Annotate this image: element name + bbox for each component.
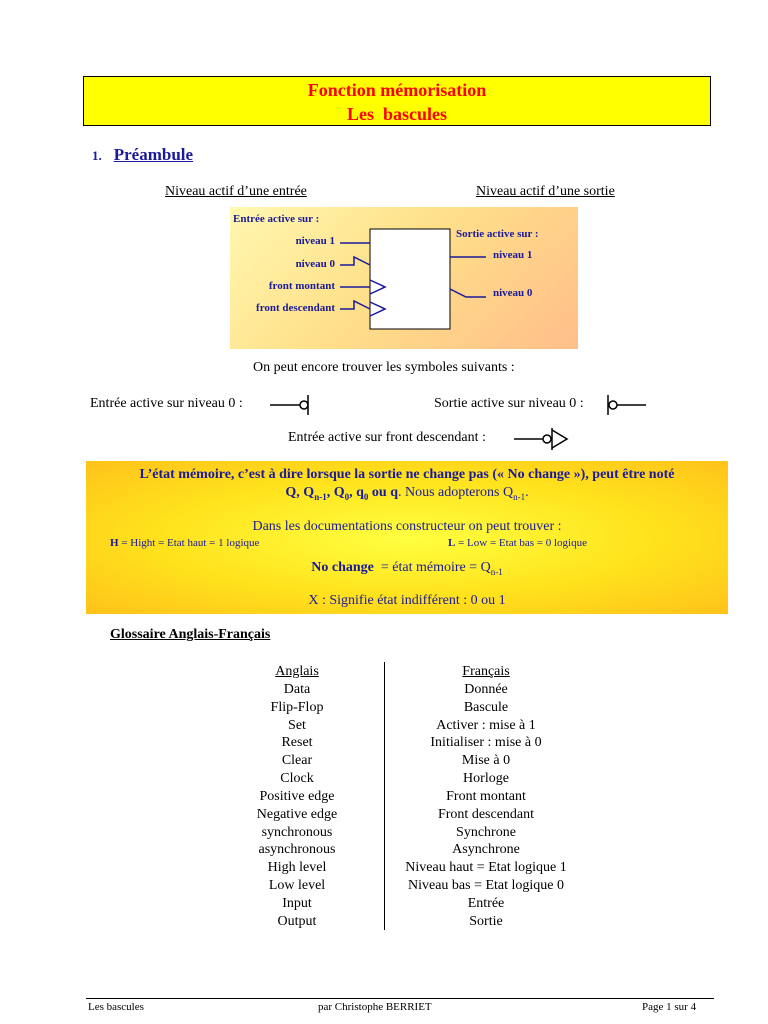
glossary-fr-item: Synchrone	[456, 824, 516, 840]
input-line-falling	[340, 301, 370, 309]
input-label-rising: front montant	[268, 280, 335, 292]
glossary-fr-item: Front montant	[446, 788, 526, 804]
h-text: = Hight = Etat haut = 1 logique	[118, 537, 260, 549]
active-level-diagram	[230, 207, 578, 349]
h-definition	[110, 537, 259, 549]
docs-intro: Dans les documentations constructeur on peut trouver :	[252, 519, 562, 534]
glossary-en-item: Set	[288, 717, 306, 733]
glossary-fr-item: Front descendant	[437, 806, 535, 822]
output-line-level0	[450, 289, 486, 297]
notation-q0-lower: q	[356, 485, 364, 500]
notation-q-lower: q	[390, 485, 398, 500]
adopt-text: . Nous adopterons Q	[397, 485, 514, 500]
output-label-level0: niveau 0	[493, 287, 533, 299]
notation-qn: Q	[303, 485, 315, 500]
glossary-divider	[384, 662, 385, 930]
notation-q0-lower-sub: 0	[363, 491, 369, 502]
notation-q0-sub: 0	[344, 491, 350, 502]
x-definition: X : Signifie état indifférent : 0 ou 1	[308, 593, 506, 608]
section-heading	[92, 145, 193, 165]
glossary-en-item: Reset	[281, 735, 313, 751]
input-label-level0: niveau 0	[295, 258, 335, 270]
l-key: L	[448, 537, 456, 549]
glossary-fr-item: Entrée	[467, 895, 505, 911]
glossary-fr-item: Asynchrone	[452, 842, 520, 858]
output-low-symbol	[604, 393, 648, 417]
footer-right: Page 1 sur 4	[642, 1001, 697, 1013]
output-label-level1: niveau 1	[493, 249, 533, 261]
output-header: Sortie active sur :	[456, 228, 539, 240]
memory-note-line1: L’état mémoire, c’est à dire lorsque la sortie ne change pas (« No change »), peut être noté	[139, 467, 675, 482]
input-falling-label: Entrée active sur front descendant :	[288, 430, 486, 445]
notation-q: Q	[285, 485, 297, 500]
symbols-intro: On peut encore trouver les symboles suivants :	[253, 360, 515, 375]
glossary-fr-item: Bascule	[463, 699, 509, 715]
h-key: H	[110, 537, 119, 549]
memory-note-box	[86, 461, 728, 614]
logic-block	[370, 229, 450, 329]
nochange-definition	[86, 560, 728, 577]
footer-rule	[86, 998, 714, 999]
glossary-en-item: High level	[267, 860, 327, 876]
title-line2: Les bascules	[346, 104, 447, 124]
nochange-key: No change	[311, 560, 374, 575]
glossary-en-item: asynchronous	[258, 842, 336, 858]
section-title: Préambule	[113, 145, 194, 164]
glossary-fr-item: Activer : mise à 1	[436, 717, 536, 733]
title-line1: Fonction mémorisation	[307, 80, 487, 100]
glossary-en-item: Positive edge	[259, 788, 335, 804]
footer-left: Les bascules	[88, 1001, 144, 1013]
input-falling-symbol	[512, 426, 570, 452]
l-definition	[448, 537, 587, 549]
glossary-en-item: Data	[283, 681, 311, 697]
glossary-title: Glossaire Anglais-Français	[110, 627, 271, 642]
glossary-english-column	[222, 663, 372, 931]
input-active-heading: Niveau actif d’une entrée	[165, 184, 307, 199]
l-text: = Low = Etat bas = 0 logique	[455, 537, 587, 549]
glossary-french-column	[388, 663, 584, 931]
glossary-fr-item: Niveau bas = Etat logique 0	[407, 878, 565, 894]
footer-center: par Christophe BERRIET	[318, 1001, 432, 1013]
output-low-label: Sortie active sur niveau 0 :	[434, 396, 584, 411]
input-line-level0	[340, 257, 370, 265]
glossary-fr-item: Mise à 0	[461, 753, 511, 769]
glossary-en-item: Clock	[280, 771, 314, 787]
adopt-end: .	[525, 485, 529, 500]
glossary-fr-item: Donnée	[464, 681, 508, 697]
memory-note-notations: Q, $Q_{n-1}$, $Q_0$, $q_0$ ou q. Nous adopterons $Q_{n-1}$.	[285, 485, 529, 502]
glossary-en-item: Output	[277, 913, 317, 929]
glossary-en-item: Input	[282, 895, 312, 911]
input-label-falling: front descendant	[256, 302, 335, 314]
glossary-fr-item: Initialiser : mise à 0	[430, 735, 542, 751]
glossary-en-item: Flip-Flop	[270, 699, 324, 715]
glossary-fr-item: Niveau haut = Etat logique 1	[405, 860, 567, 876]
nochange-sub: n-1	[490, 566, 503, 577]
glossary-en-item: synchronous	[261, 824, 333, 840]
title-box	[83, 76, 711, 126]
input-low-label: Entrée active sur niveau 0 :	[90, 396, 243, 411]
section-number: 1.	[92, 148, 102, 163]
glossary-fr-item: Sortie	[469, 913, 503, 929]
nochange-text: = état mémoire = Q	[373, 560, 491, 575]
output-active-heading: Niveau actif d’une sortie	[476, 184, 615, 199]
input-low-symbol	[268, 393, 314, 417]
glossary-en-item: Negative edge	[256, 806, 338, 822]
notation-ou: ou	[371, 485, 387, 500]
glossary-en-item: Low level	[268, 878, 326, 894]
input-label-level1: niveau 1	[295, 235, 335, 247]
notation-q0: Q	[333, 485, 345, 500]
adopt-sub: n-1	[513, 491, 526, 502]
notation-qn-sub: n-1	[314, 491, 327, 502]
glossary-en-item: Clear	[281, 753, 313, 769]
glossary-fr-header: Français	[462, 664, 510, 679]
glossary-fr-item: Horloge	[463, 771, 509, 787]
input-header: Entrée active sur :	[233, 213, 320, 225]
glossary-en-header: Anglais	[275, 664, 319, 679]
